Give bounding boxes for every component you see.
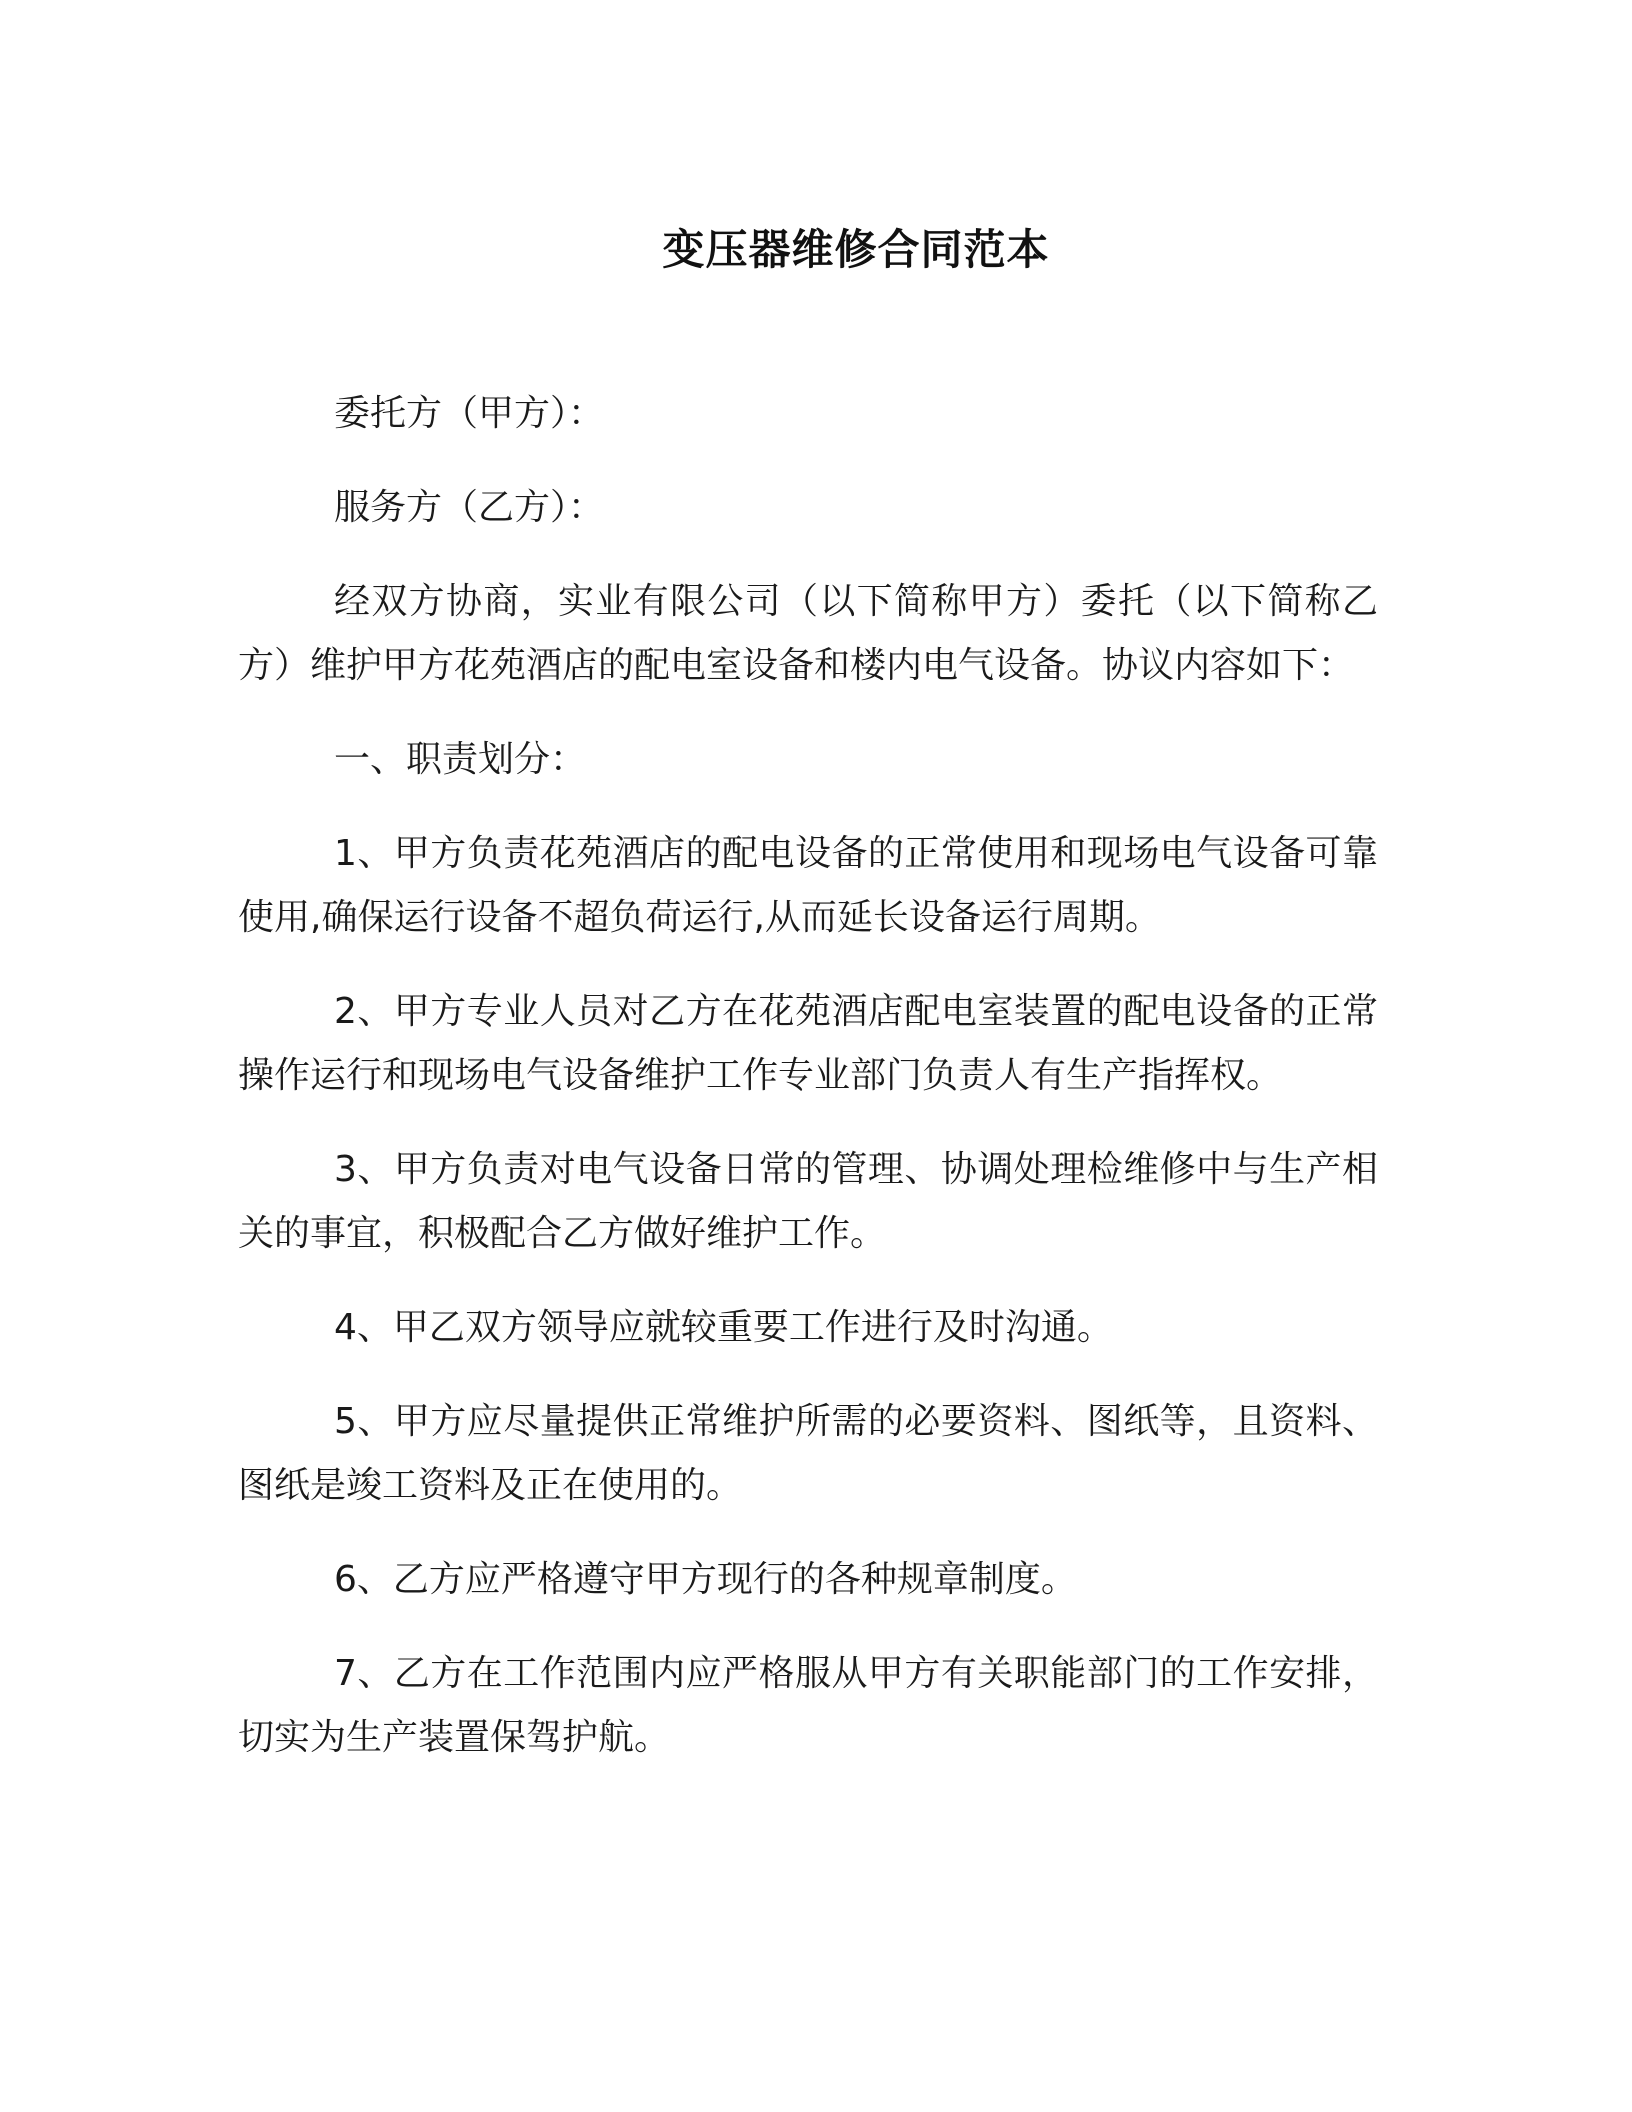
clause-item: 6、乙方应严格遵守甲方现行的各种规章制度。 [334, 1559, 1077, 1600]
document-body [238, 382, 1378, 1800]
clause-item: 7、乙方在工作范围内应严格服从甲方有关职能部门的工作安排，切实为生产装置保驾护航。 [238, 1653, 1378, 1758]
party-a-line: 委托方（甲方）： [334, 393, 605, 434]
clause-item: 2、甲方专业人员对乙方在花苑酒店配电室装置的配电设备的正常操作运行和现场电气设备维护工作专业部门负责人有生产指挥权。 [238, 991, 1378, 1096]
clause-item: 1、甲方负责花苑酒店的配电设备的正常使用和现场电气设备可靠使用,确保运行设备不超负荷运行,从而延长设备运行周期。 [238, 833, 1378, 938]
intro-paragraph: 经双方协商，实业有限公司（以下简称甲方）委托（以下简称乙方）维护甲方花苑酒店的配电室设备和楼内电气设备。协议内容如下： [238, 581, 1378, 686]
clause-item: 3、甲方负责对电气设备日常的管理、协调处理检维修中与生产相关的事宜，积极配合乙方做好维护工作。 [238, 1149, 1378, 1254]
clause-item: 5、甲方应尽量提供正常维护所需的必要资料、图纸等，且资料、图纸是竣工资料及正在使用的。 [238, 1401, 1378, 1506]
section-heading: 一、职责划分： [334, 739, 587, 780]
clause-item: 4、甲乙双方领导应就较重要工作进行及时沟通。 [334, 1307, 1113, 1348]
party-b-line: 服务方（乙方）： [334, 487, 605, 528]
document-title: 变压器维修合同范本 [662, 225, 1050, 274]
